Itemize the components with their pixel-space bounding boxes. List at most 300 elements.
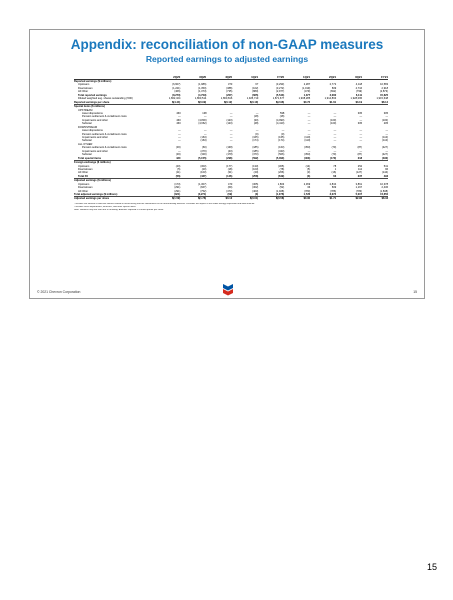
table-cell: (303) <box>200 164 207 168</box>
table-cell: — <box>359 115 363 119</box>
table-cell: (479) <box>304 90 311 94</box>
table-cell: (4,709) <box>198 93 207 97</box>
row-label: Subtotal <box>82 122 92 126</box>
table-cell: (87) <box>357 146 363 150</box>
table-cell: $(0.12) <box>223 100 233 104</box>
table-cell: 252 <box>357 164 363 168</box>
table-cell: — <box>333 115 337 119</box>
table-cell: (466) <box>174 90 181 94</box>
table-cell: 36 <box>307 186 311 190</box>
table-cell: 473 <box>228 182 233 186</box>
table-cell: — <box>178 115 181 119</box>
table-cell: (473) <box>226 189 233 193</box>
table-cell: (370) <box>252 153 259 157</box>
table-cell: (165) <box>278 136 285 139</box>
row-label: All Other <box>78 171 89 175</box>
table-cell: — <box>178 139 181 143</box>
table-cell: (110) <box>382 139 388 143</box>
table-cell: (207) <box>226 93 233 97</box>
table-cell: 373 <box>228 83 233 87</box>
table-cell: 205 <box>383 122 388 126</box>
table-cell: (2,873) <box>379 90 388 94</box>
table-cell: — <box>385 149 388 153</box>
table-cell: (120) <box>226 122 233 126</box>
table-cell: (1,076) <box>275 193 285 196</box>
copyright: © 2021 Chevron Corporation <box>37 290 81 294</box>
table-cell: (1,928) <box>276 189 285 193</box>
row-label: Adjusted earnings ($ millions) <box>74 179 112 183</box>
table-cell: — <box>255 129 259 133</box>
slide-number: 15 <box>413 290 417 294</box>
table-cell: 2,918 <box>381 86 388 90</box>
table-cell: (185) <box>252 149 259 153</box>
table-cell: 10,583 <box>380 83 388 87</box>
table-cell: (70) <box>331 146 337 150</box>
table-cell: (3,272) <box>276 86 285 90</box>
table-cell: (321) <box>174 193 181 196</box>
table-cell: 5,037 <box>355 193 363 196</box>
table-cell: — <box>359 149 363 153</box>
table-cell: — <box>333 132 337 136</box>
footnote: Note: Numbers may not sum due to rounding. Amounts reported in current quarter per share. <box>74 208 164 211</box>
table-cell: (5,155) <box>198 156 207 160</box>
row-label: All Other <box>78 189 89 193</box>
table-cell: (780) <box>304 189 311 193</box>
table-cell: (332) <box>381 156 388 160</box>
table-cell: 6,111 <box>355 93 363 97</box>
table-cell: (87) <box>357 153 363 157</box>
row-label: Special items ($ millions) <box>74 105 105 109</box>
table-cell: — <box>229 139 233 143</box>
table-cell: 1,803 <box>277 182 285 186</box>
table-cell: (9) <box>281 132 285 136</box>
table-cell: (102) <box>252 86 259 90</box>
column-header: 3Q21 <box>355 75 363 79</box>
table-cell: 598 <box>280 111 285 115</box>
table-cell: (170) <box>330 156 337 160</box>
table-cell: (353) <box>304 153 311 157</box>
table-cell: (110) <box>304 136 311 139</box>
row-label: Subtotal <box>82 153 92 157</box>
table-cell: (174) <box>278 139 285 143</box>
table-cell: — <box>307 132 311 136</box>
table-cell: (120) <box>226 118 233 122</box>
table-cell: — <box>333 129 337 133</box>
column-header: 1Q21 <box>303 75 311 79</box>
table-cell: (4,990) <box>276 118 285 122</box>
table-cell: (667) <box>200 186 207 190</box>
row-label: Pension settlement & curtailment costs <box>82 132 127 136</box>
table-cell: (174) <box>252 139 259 143</box>
row-label: Reported earnings ($ millions) <box>74 80 112 83</box>
table-cell: (692) <box>330 90 337 94</box>
row-label: Foreign exchange ($ millions) <box>74 161 111 165</box>
table-cell: $8.33 <box>381 197 388 201</box>
table-cell: (31) <box>227 171 233 175</box>
table-cell: 460 <box>176 122 181 126</box>
table-cell: 96 <box>385 167 388 171</box>
table-cell: (78) <box>279 167 285 171</box>
table-cell: 78 <box>333 164 337 168</box>
table-cell: 1 <box>334 167 337 171</box>
table-cell: 839 <box>331 186 337 190</box>
table-cell: — <box>333 136 337 139</box>
table-cell: — <box>385 115 388 119</box>
table-cell: — <box>307 122 311 126</box>
table-cell: (146) <box>226 174 233 178</box>
table-cell: (163) <box>200 136 207 139</box>
footnotes <box>74 203 388 212</box>
table-cell: (56) <box>175 174 181 178</box>
table-cell: (1,019) <box>301 86 311 90</box>
column-header: FY20 <box>277 75 285 79</box>
row-label: Downstream <box>78 86 93 90</box>
table-cell: (144) <box>381 171 388 175</box>
table-cell: (1,307) <box>198 182 207 186</box>
table-cell: — <box>333 149 337 153</box>
table-cell: — <box>204 115 207 119</box>
table-cell: (40) <box>175 164 181 168</box>
table-cell: (5) <box>307 167 311 171</box>
table-cell: (353) <box>304 146 311 150</box>
row-label: Impairments and other <box>82 136 108 139</box>
row-label: Pension settlement & curtailment costs <box>82 115 127 119</box>
table-cell: (3,293) <box>276 83 285 87</box>
table-cell: (427) <box>381 146 388 150</box>
row-label: Impairments and other <box>82 118 108 122</box>
table-cell: — <box>229 132 233 136</box>
table-cell: — <box>229 129 233 133</box>
table-cell: $0.12 <box>225 197 233 201</box>
table-cell: 3,073 <box>329 193 337 196</box>
table-cell: (100) <box>330 118 337 122</box>
table-cell: — <box>178 132 181 136</box>
table-cell: (20) <box>201 167 207 171</box>
table-cell: (5,543) <box>276 93 285 97</box>
table-cell: (388) <box>226 86 233 90</box>
row-label: Upstream <box>78 83 90 87</box>
table-cell: 3,861 <box>355 182 363 186</box>
row-label: Upstream <box>78 182 90 186</box>
table-cell: (2,977) <box>276 90 285 94</box>
row-label: Impairments and other <box>82 149 108 153</box>
table-cell: 430 <box>176 156 181 160</box>
table-cell: 1,377 <box>303 93 311 97</box>
table-cell: (18) <box>253 115 259 119</box>
table-cell: (1,838) <box>379 189 388 193</box>
table-row <box>74 101 388 104</box>
table-cell: (1,350) <box>198 86 207 90</box>
table-cell: (5) <box>177 167 181 171</box>
table-cell: 112 <box>357 167 363 171</box>
table-cell: $0.72 <box>303 100 311 104</box>
table-cell: — <box>229 136 233 139</box>
table-cell: (343) <box>278 149 285 153</box>
table-cell: $(1.59) <box>171 197 181 201</box>
row-label: Total reported earnings <box>78 93 107 97</box>
table-cell: (427) <box>381 153 388 157</box>
row-label: Pension settlement & curtailment costs <box>82 146 127 150</box>
table-cell: — <box>178 136 181 139</box>
table-cell: (138) <box>226 146 233 150</box>
table-cell: (52) <box>279 186 285 190</box>
table-cell: — <box>204 132 207 136</box>
table-cell: $(1.76) <box>197 197 207 201</box>
table-cell: (60) <box>201 146 207 150</box>
table-cell: (266) <box>278 171 285 175</box>
table-cell: (270) <box>200 149 207 153</box>
chevron-logo-icon <box>223 284 233 296</box>
table-cell: (427) <box>200 174 207 178</box>
table-cell: (103) <box>252 167 259 171</box>
table-cell: (403) <box>252 189 259 193</box>
table-cell: — <box>281 129 285 133</box>
table-cell: 1,860,514 <box>194 97 207 101</box>
table-cell: 1,860,816 <box>220 97 233 101</box>
row-label: All Other <box>78 90 89 94</box>
table-cell: — <box>359 132 363 136</box>
table-cell: 237 <box>357 174 363 178</box>
table-cell: (3) <box>254 193 259 196</box>
table-cell: (110) <box>382 136 388 139</box>
table-cell: — <box>229 111 233 115</box>
table-cell: $(4.44) <box>171 100 181 104</box>
table-cell: — <box>359 136 363 139</box>
table-cell: (783) <box>356 189 363 193</box>
table-cell: 1,928,095 <box>350 97 363 101</box>
table-cell: (665) <box>252 93 259 97</box>
table-cell: 305 <box>383 111 388 115</box>
table-cell: (69) <box>227 193 233 196</box>
table-cell: (11) <box>176 171 181 175</box>
table-cell: (291) <box>174 189 181 193</box>
table-cell: 305 <box>357 122 363 126</box>
table-cell: (3,271) <box>197 193 207 196</box>
table-cell: (18) <box>279 115 285 119</box>
table-cell: — <box>385 129 388 133</box>
row-label: Downstream <box>78 167 93 171</box>
table-cell: — <box>359 139 363 143</box>
table-cell: — <box>307 115 311 119</box>
table-cell: 1,914,893 <box>324 97 337 101</box>
table-cell: (178) <box>226 153 233 157</box>
table-cell: 67 <box>255 83 259 87</box>
table-cell: 1,726 <box>303 193 311 196</box>
table-cell: $2.96 <box>355 197 363 201</box>
table-header <box>74 73 388 80</box>
table-cell: (1,221) <box>172 86 181 90</box>
table-row <box>74 193 388 196</box>
table-cell: (786) <box>330 189 337 193</box>
table-cell: (70) <box>331 153 337 157</box>
slide-title: Appendix: reconciliation of non-GAAP measures <box>70 37 384 52</box>
table-cell: 15,650 <box>380 193 388 196</box>
table-cell: — <box>385 132 388 136</box>
row-label: Reported earnings per share <box>74 100 110 104</box>
table-cell: (18) <box>227 167 233 171</box>
table-cell: (100) <box>381 118 388 122</box>
table-row <box>74 196 388 200</box>
table-cell: $1.71 <box>329 197 337 201</box>
table-cell: $3.19 <box>355 100 363 104</box>
table-cell: (1,986) <box>198 83 207 87</box>
table-cell: (30) <box>253 118 259 122</box>
table-cell: (799) <box>356 90 363 94</box>
slide-subtitle: Reported earnings to adjusted earnings <box>145 54 309 64</box>
table-cell: (4,662) <box>198 122 207 126</box>
table-cell: 305 <box>357 111 363 115</box>
table-cell: (14) <box>305 164 311 168</box>
footnote: ¹ Includes the amount of after-tax interest related to restructuring and tax settlements net of noncontrolling interests. Excludes the impact of the Noble Energy acquisition and debt write-off. <box>74 202 255 205</box>
table-cell: (103) <box>200 171 207 175</box>
table-cell: 2,772 <box>329 83 337 87</box>
table-cell: (133) <box>252 164 259 168</box>
row-label: Asset dispositions <box>82 111 103 115</box>
table-cell: (4,800) <box>198 118 207 122</box>
footnote: ² Includes asset impairments, write-offs, and other special items. <box>74 205 137 208</box>
table-row <box>74 157 388 160</box>
table-cell: (305) <box>278 164 285 168</box>
table-cell: 3,082 <box>329 93 337 97</box>
table-cell: (880) <box>252 90 259 94</box>
table-cell: (735) <box>226 90 233 94</box>
table-cell: — <box>307 118 311 122</box>
table-cell: (9) <box>255 132 259 136</box>
table-cell: — <box>229 115 233 119</box>
table-cell: (3) <box>307 174 311 178</box>
table-cell: (100) <box>330 122 337 126</box>
table-cell: 4,716 <box>355 86 363 90</box>
table-cell: 493 <box>383 174 388 178</box>
table-cell: — <box>204 129 207 133</box>
table-cell: 63 <box>333 174 337 178</box>
table-cell: 10,378 <box>380 182 388 186</box>
table-cell: 218 <box>357 156 363 160</box>
table-cell: 1,915,648 <box>376 97 388 101</box>
table-cell: (16) <box>331 171 337 175</box>
table-cell: — <box>359 118 363 122</box>
table-cell: (163) <box>200 139 207 143</box>
table-cell: (69) <box>227 186 233 190</box>
table-cell: 1,925,719 <box>246 97 259 101</box>
table-cell: (506) <box>278 153 285 157</box>
table-cell: 4,118 <box>355 83 363 87</box>
row-label: Downstream <box>78 186 93 190</box>
table-cell: — <box>307 111 311 115</box>
table-cell: — <box>178 149 181 153</box>
table-cell: — <box>307 149 311 153</box>
table-cell: $8.14 <box>381 100 388 104</box>
table-cell: 2,287 <box>303 83 311 87</box>
table-cell: $(2.96) <box>275 100 285 104</box>
table-cell: (5,090) <box>276 156 285 160</box>
table-cell: (40) <box>227 149 233 153</box>
table-cell: $1.61 <box>329 100 337 104</box>
table-cell: (177) <box>226 164 233 168</box>
reconciliation-table <box>74 73 388 275</box>
table-cell: (30) <box>176 153 181 157</box>
table-cell: 1,167 <box>355 186 363 190</box>
table-cell: (305) <box>252 182 259 186</box>
column-header: 4Q20 <box>225 75 233 79</box>
table-cell: (4,410) <box>276 122 285 126</box>
table-cell: — <box>178 129 181 133</box>
table-body <box>74 80 388 201</box>
page-number: 15 <box>427 562 438 572</box>
table-cell: (165) <box>252 136 259 139</box>
table-cell: (3) <box>307 171 311 175</box>
table-cell: $(0.10) <box>249 100 259 104</box>
row-label: Total special items <box>78 156 102 160</box>
table-cell: (291) <box>174 186 181 190</box>
table-cell: 460 <box>176 118 181 122</box>
table-cell: 1,871,677 <box>272 97 285 101</box>
table-cell: (163) <box>278 146 285 150</box>
table-cell: — <box>359 129 363 133</box>
table-cell: $(0.58) <box>275 197 285 201</box>
table-cell: $0.90 <box>303 197 311 201</box>
table-cell: (6,607) <box>172 83 181 87</box>
column-header: 2Q20 <box>173 75 181 79</box>
table-cell: — <box>333 139 337 143</box>
table-cell: — <box>333 111 337 115</box>
table-cell: (330) <box>200 153 207 157</box>
table-cell: (173) <box>174 182 181 186</box>
row-label: Total FX <box>78 174 89 178</box>
table-cell: (110) <box>304 139 311 143</box>
column-header: FY21 <box>381 75 388 79</box>
table-cell: (40) <box>253 171 259 175</box>
row-label: UPSTREAM <box>78 108 93 112</box>
table-cell: (752) <box>200 189 207 193</box>
row-label: Total adjusted earnings ($ millions) <box>74 193 118 196</box>
table-cell: (258) <box>252 174 259 178</box>
row-label: Asset dispositions <box>82 129 103 133</box>
row-label: ALL OTHER <box>78 142 93 146</box>
column-header: 1Q21 <box>251 75 259 79</box>
row-label: Subtotal <box>82 139 92 143</box>
table-cell: 2,436 <box>381 186 388 190</box>
row-label: Diluted weighted avg. shares outstanding ('000) <box>78 97 133 101</box>
table-cell: — <box>307 129 311 133</box>
row-label: Upstream <box>78 164 90 168</box>
table-cell: 138 <box>202 111 207 115</box>
column-header: 3Q20 <box>199 75 207 79</box>
table-cell: — <box>255 111 259 115</box>
row-label: Adjusted earnings per share <box>74 197 110 201</box>
table-cell: (463) <box>304 156 311 160</box>
table-cell: (185) <box>252 146 259 150</box>
table-cell: 1,908,285 <box>298 97 311 101</box>
table-cell: 2,834 <box>329 182 337 186</box>
table-cell: (8,270) <box>172 93 181 97</box>
table-cell: $(0.09) <box>197 100 207 104</box>
table-cell: 2,369 <box>303 182 311 186</box>
table-cell: (30) <box>176 146 181 150</box>
table-cell: (127) <box>356 171 363 175</box>
table-row <box>74 175 388 178</box>
table-cell: (592) <box>252 156 259 160</box>
table-cell: (302) <box>252 186 259 190</box>
table-cell: (298) <box>226 156 233 160</box>
table-cell: (649) <box>278 174 285 178</box>
slide <box>29 29 425 299</box>
table-cell: (48) <box>253 122 259 126</box>
row-label: DOWNSTREAM <box>78 125 98 129</box>
table-cell: $(0.01) <box>249 197 259 201</box>
table-cell: 1,862,324 <box>168 97 181 101</box>
table-cell: 839 <box>331 86 337 90</box>
